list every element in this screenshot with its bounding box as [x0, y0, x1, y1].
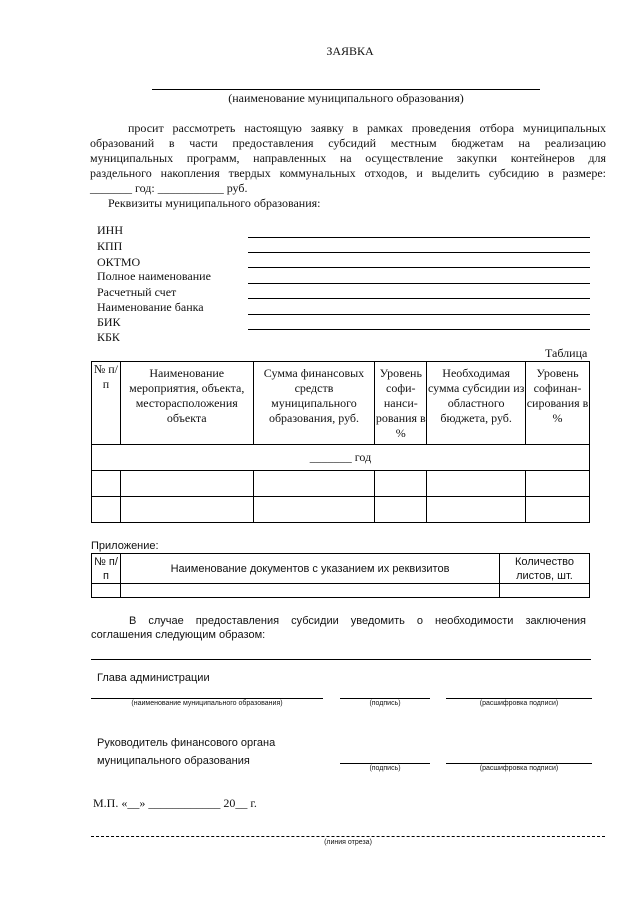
appendix-table [91, 553, 590, 598]
requisites-heading: Реквизиты муниципального образования: [108, 196, 321, 210]
fin-head-line: Руководитель финансового органа [97, 737, 276, 749]
table-row [92, 471, 590, 497]
year-row: _______ год [92, 445, 590, 471]
table-cell[interactable] [526, 497, 590, 523]
table-cell[interactable] [253, 497, 375, 523]
requisite-label-inn: ИНН [97, 223, 123, 237]
appendix-label: Приложение: [91, 540, 159, 552]
notice-line: В случае предоставления субсидии уведомить о необходимости заключения [129, 615, 586, 627]
requisite-line-full-name[interactable] [248, 283, 590, 284]
header-subsidy-amount: Необходимая сумма субсидии из областного бюджета, руб. [427, 362, 526, 445]
table-cell[interactable] [92, 497, 121, 523]
table-label: Таблица [545, 346, 588, 360]
table-cell[interactable] [121, 584, 500, 598]
appendix-header-docs: Наименование документов с указанием их реквизитов [121, 554, 500, 584]
sig2-caption-signature: (подпись) [369, 765, 401, 772]
header-number: № п/п [92, 362, 121, 445]
table-cell[interactable] [375, 471, 427, 497]
document-title: ЗАЯВКА [326, 44, 374, 58]
notice-paragraph [91, 614, 586, 642]
table-cell[interactable] [427, 471, 526, 497]
table-cell[interactable] [427, 497, 526, 523]
table-cell[interactable] [120, 471, 253, 497]
requisite-label-full-name: Полное наименование [97, 269, 211, 283]
municipality-caption: (наименование муниципального образования) [228, 91, 464, 105]
fin-head-line: муниципального образования [97, 755, 250, 767]
sig1-caption-municipality: (наименование муниципального образования) [131, 700, 283, 707]
head-admin-label: Глава администрации [97, 672, 210, 684]
table-cell[interactable] [500, 584, 590, 598]
cut-line [91, 836, 605, 837]
requisite-label-account: Расчетный счет [97, 285, 177, 299]
requisite-label-kpp: КПП [97, 239, 123, 253]
intro-line: муниципальных программ, направленных на осуществление закупки контейнеров для [90, 151, 606, 165]
requisite-label-bank: Наименование банка [97, 300, 204, 314]
table-cell[interactable] [375, 497, 427, 523]
fin-head-label [97, 736, 275, 768]
table-row [92, 584, 590, 598]
header-cofinancing-level: Уровень софи-нанси-рования в % [375, 362, 427, 445]
requisite-label-kbk: КБК [97, 330, 120, 344]
table-row [92, 497, 590, 523]
stamp-date-line: М.П. «__» ____________ 20__ г. [93, 796, 257, 810]
table-cell[interactable] [120, 497, 253, 523]
intro-paragraph [90, 121, 606, 196]
intro-line: просит рассмотреть настоящую заявку в рамках проведения отбора муниципальных [128, 121, 606, 135]
requisite-line-inn[interactable] [248, 237, 590, 238]
appendix-header-count: Количество листов, шт. [500, 554, 590, 584]
table-cell[interactable] [92, 584, 121, 598]
intro-line: образований в части предоставления субсидий местным бюджетам на реализацию [90, 136, 606, 150]
header-event-name: Наименование мероприятия, объекта, месторасположения объекта [120, 362, 253, 445]
requisite-line-oktmo[interactable] [248, 267, 590, 268]
requisite-line-account[interactable] [248, 298, 590, 299]
table-cell[interactable] [253, 471, 375, 497]
requisite-line-bank[interactable] [248, 314, 590, 315]
cut-line-caption: (линия отреза) [324, 839, 372, 846]
table-cell[interactable] [92, 471, 121, 497]
notice-line: соглашения следующим образом: [91, 629, 266, 641]
sig1-caption-decoding: (расшифровка подписи) [479, 700, 559, 707]
requisite-line-kpp[interactable] [248, 252, 590, 253]
subsidy-amount-line: _______ год: ___________ руб. [90, 181, 248, 195]
notice-answer-line[interactable] [91, 659, 591, 660]
table-cell[interactable] [526, 471, 590, 497]
requisite-line-bik[interactable] [248, 329, 590, 330]
appendix-header-number: № п/п [92, 554, 121, 584]
municipality-name-line [152, 89, 540, 90]
sig1-caption-signature: (подпись) [369, 700, 401, 707]
requisite-label-oktmo: ОКТМО [97, 255, 141, 269]
main-table [91, 361, 590, 523]
header-municipal-funds: Сумма финансовых средств муниципального образования, руб. [253, 362, 375, 445]
requisite-label-bik: БИК [97, 315, 121, 329]
sig2-caption-decoding: (расшифровка подписи) [479, 765, 559, 772]
header-cofinancing-level-2: Уровень софинан-сирования в % [526, 362, 590, 445]
intro-line: раздельного накопления твердых коммунальных отходов, и выделить субсидию в размере: [90, 166, 606, 180]
